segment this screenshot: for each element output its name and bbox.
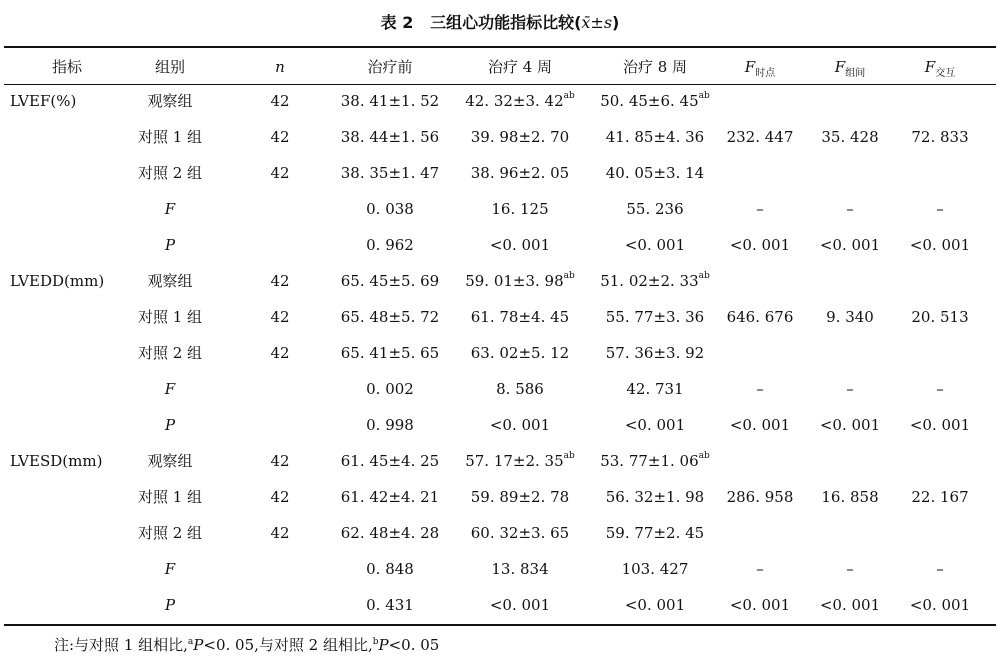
value-week8-value: 41. 85±4. 36 — [605, 128, 705, 146]
value-week8 — [590, 305, 720, 329]
value-week8-value: 55. 77±3. 36 — [605, 308, 705, 326]
header-f-time: $F_{时点}$ — [744, 58, 776, 79]
group-label: 对照 1 组 — [137, 488, 203, 506]
value-week4-value: 59. 89±2. 78 — [470, 488, 570, 506]
value-week8 — [590, 89, 720, 113]
p-before: 0. 998 — [366, 416, 414, 434]
f-before: 0. 848 — [366, 560, 414, 578]
value-week4 — [455, 269, 585, 293]
value-week4-value: 59. 01±3. 98 — [465, 272, 564, 290]
p-week8: <0. 001 — [624, 236, 686, 254]
value-week8-value: 56. 32±1. 98 — [605, 488, 705, 506]
value-week8 — [590, 269, 720, 293]
value-before: 38. 44±1. 56 — [340, 128, 440, 146]
p-week4: <0. 001 — [489, 236, 551, 254]
p-time: <0. 001 — [729, 596, 791, 614]
value-before: 61. 42±4. 21 — [340, 488, 440, 506]
value-week8 — [590, 521, 720, 545]
f-before: 0. 038 — [366, 200, 414, 218]
p-row-label: P — [164, 596, 176, 614]
f-row-label: F — [164, 380, 176, 398]
group-label: 观察组 — [147, 452, 193, 470]
header-week4: 治疗 4 周 — [487, 58, 553, 76]
significance-superscript: ab — [563, 91, 575, 101]
value-week8-value: 40. 05±3. 14 — [605, 164, 705, 182]
value-week8 — [590, 341, 720, 365]
value-week8 — [590, 161, 720, 185]
value-week4 — [455, 521, 585, 545]
value-before: 38. 35±1. 47 — [340, 164, 440, 182]
value-week4 — [455, 485, 585, 509]
sample-size: 42 — [270, 524, 290, 542]
header-rule — [4, 84, 996, 85]
value-before: 65. 45±5. 69 — [340, 272, 440, 290]
value-week4 — [455, 449, 585, 473]
p-row-label: P — [164, 416, 176, 434]
f-group-value: 35. 428 — [821, 128, 879, 146]
sample-size: 42 — [270, 128, 290, 146]
value-week4-value: 63. 02±5. 12 — [470, 344, 570, 362]
p-group: <0. 001 — [819, 596, 881, 614]
f-group-dash: – — [846, 560, 854, 578]
header-n: n — [275, 58, 285, 76]
value-week4-value: 42. 32±3. 42 — [465, 92, 564, 110]
value-week4 — [455, 125, 585, 149]
group-label: 对照 2 组 — [137, 164, 203, 182]
p-group: <0. 001 — [819, 416, 881, 434]
p-before: 0. 962 — [366, 236, 414, 254]
value-week8 — [590, 449, 720, 473]
f-before: 0. 002 — [366, 380, 414, 398]
p-time: <0. 001 — [729, 416, 791, 434]
p-interaction: <0. 001 — [909, 596, 971, 614]
bottom-rule — [4, 624, 996, 626]
indicator-label: LVESD(mm) — [10, 452, 103, 470]
f-interaction-value: 22. 167 — [911, 488, 969, 506]
group-label: 对照 1 组 — [137, 308, 203, 326]
significance-superscript: ab — [698, 91, 710, 101]
value-week8-value: 50. 45±6. 45 — [600, 92, 699, 110]
table-footnote: 注:与对照 1 组相比,$^a$P<0. 05,与对照 2 组相比,$^b$P<0. 05 — [54, 636, 440, 654]
p-week8: <0. 001 — [624, 596, 686, 614]
value-week4 — [455, 305, 585, 329]
sample-size: 42 — [270, 308, 290, 326]
sample-size: 42 — [270, 488, 290, 506]
value-week4 — [455, 341, 585, 365]
value-week4-value: 57. 17±2. 35 — [465, 452, 564, 470]
f-time-value: 286. 958 — [726, 488, 794, 506]
top-rule — [4, 46, 996, 48]
f-group-dash: – — [846, 380, 854, 398]
value-week4 — [455, 161, 585, 185]
value-before: 61. 45±4. 25 — [340, 452, 440, 470]
value-week4-value: 38. 96±2. 05 — [470, 164, 570, 182]
p-week4: <0. 001 — [489, 596, 551, 614]
f-time-dash: – — [756, 200, 764, 218]
value-week8-value: 57. 36±3. 92 — [605, 344, 705, 362]
p-interaction: <0. 001 — [909, 236, 971, 254]
value-week4 — [455, 89, 585, 113]
sample-size: 42 — [270, 272, 290, 290]
f-group-value: 16. 858 — [821, 488, 879, 506]
f-row-label: F — [164, 200, 176, 218]
sample-size: 42 — [270, 92, 290, 110]
header-f-interaction: $F_{交互}$ — [924, 58, 956, 79]
group-label: 对照 1 组 — [137, 128, 203, 146]
value-before: 65. 48±5. 72 — [340, 308, 440, 326]
p-time: <0. 001 — [729, 236, 791, 254]
p-week4: <0. 001 — [489, 416, 551, 434]
f-week8: 103. 427 — [621, 560, 689, 578]
group-label: 观察组 — [147, 92, 193, 110]
f-time-dash: – — [756, 560, 764, 578]
header-week8: 治疗 8 周 — [622, 58, 688, 76]
sample-size: 42 — [270, 344, 290, 362]
value-before: 62. 48±4. 28 — [340, 524, 440, 542]
f-time-dash: – — [756, 380, 764, 398]
indicator-label: LVEDD(mm) — [10, 272, 105, 290]
value-week8-value: 53. 77±1. 06 — [600, 452, 699, 470]
p-before: 0. 431 — [366, 596, 414, 614]
f-group-value: 9. 340 — [826, 308, 874, 326]
f-interaction-dash: – — [936, 380, 944, 398]
group-label: 观察组 — [147, 272, 193, 290]
group-label: 对照 2 组 — [137, 344, 203, 362]
header-indicator: 指标 — [51, 58, 82, 76]
header-f-group: $F_{组间}$ — [834, 58, 866, 79]
f-time-value: 232. 447 — [726, 128, 794, 146]
value-week8 — [590, 125, 720, 149]
sample-size: 42 — [270, 164, 290, 182]
p-interaction: <0. 001 — [909, 416, 971, 434]
f-week8: 55. 236 — [626, 200, 684, 218]
value-before: 65. 41±5. 65 — [340, 344, 440, 362]
f-week4: 8. 586 — [496, 380, 544, 398]
p-group: <0. 001 — [819, 236, 881, 254]
significance-superscript: ab — [698, 451, 710, 461]
significance-superscript: ab — [563, 271, 575, 281]
f-week8: 42. 731 — [626, 380, 684, 398]
value-week4-value: 39. 98±2. 70 — [470, 128, 570, 146]
header-group: 组别 — [154, 58, 185, 76]
group-label: 对照 2 组 — [137, 524, 203, 542]
value-week8-value: 51. 02±2. 33 — [600, 272, 699, 290]
value-before: 38. 41±1. 52 — [340, 92, 440, 110]
f-interaction-dash: – — [936, 560, 944, 578]
significance-superscript: ab — [563, 451, 575, 461]
table-title: 表 2 三组心功能指标比较(x̄±s) — [380, 13, 620, 32]
value-week8-value: 59. 77±2. 45 — [605, 524, 705, 542]
f-week4: 16. 125 — [491, 200, 549, 218]
header-before: 治疗前 — [367, 58, 413, 76]
sample-size: 42 — [270, 452, 290, 470]
f-time-value: 646. 676 — [726, 308, 794, 326]
f-interaction-value: 72. 833 — [911, 128, 969, 146]
f-week4: 13. 834 — [491, 560, 549, 578]
value-week4-value: 60. 32±3. 65 — [470, 524, 570, 542]
f-interaction-value: 20. 513 — [911, 308, 969, 326]
f-group-dash: – — [846, 200, 854, 218]
p-row-label: P — [164, 236, 176, 254]
p-week8: <0. 001 — [624, 416, 686, 434]
indicator-label: LVEF(%) — [10, 92, 77, 110]
value-week8 — [590, 485, 720, 509]
significance-superscript: ab — [698, 271, 710, 281]
f-interaction-dash: – — [936, 200, 944, 218]
f-row-label: F — [164, 560, 176, 578]
value-week4-value: 61. 78±4. 45 — [470, 308, 570, 326]
